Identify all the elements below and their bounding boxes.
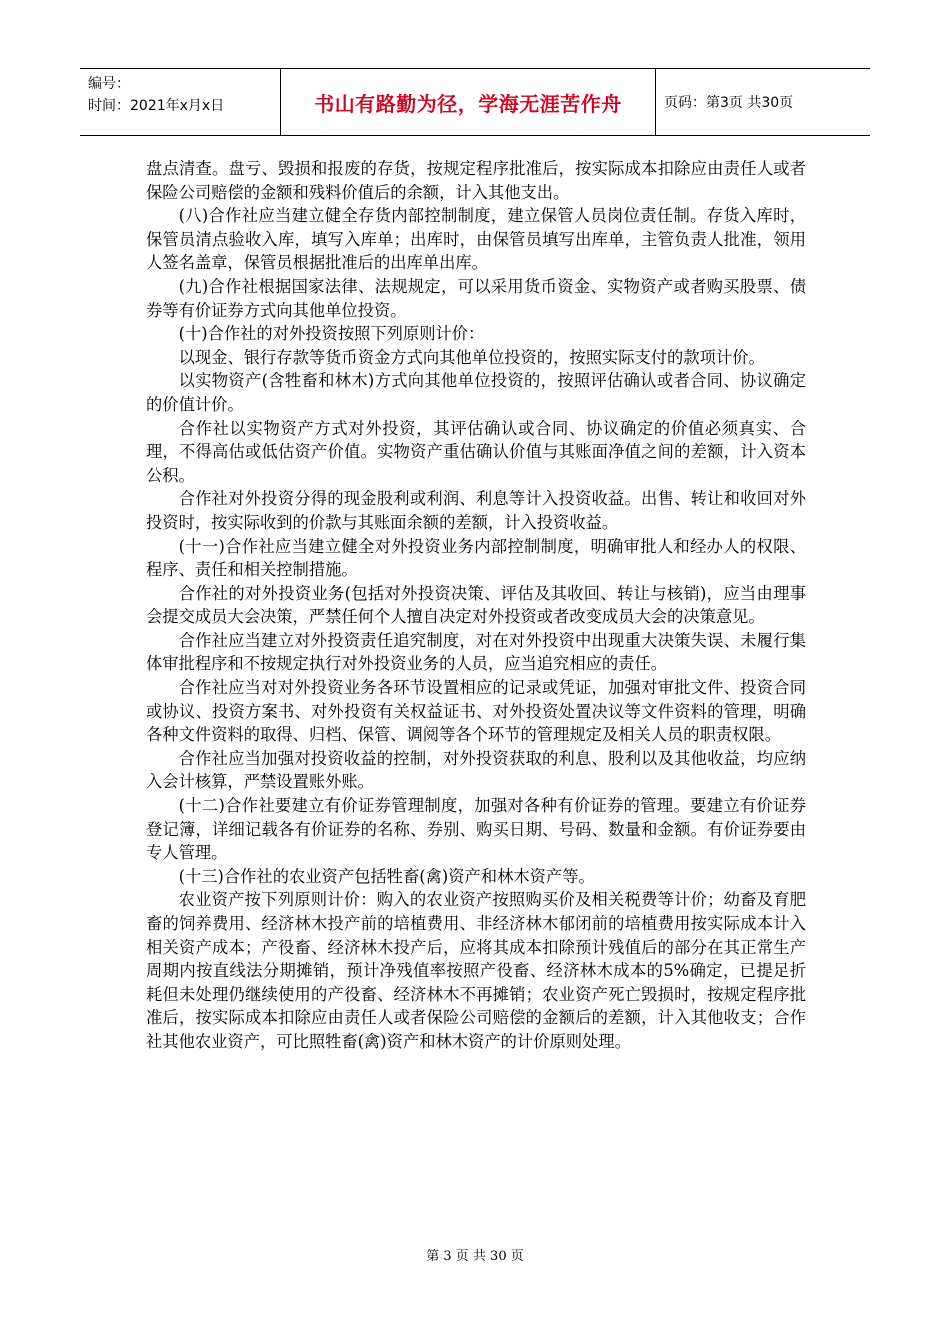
page-header (80, 68, 870, 136)
body-paragraph: (十三)合作社的农业资产包括牲畜(禽)资产和林木资产等。 (178, 866, 595, 886)
header-motto: 书山有路勤为径，学海无涯苦作舟 (280, 69, 656, 135)
page-footer: 第 3 页 共 30 页 (426, 1249, 524, 1264)
document-number-label: 编号： (88, 76, 130, 92)
body-paragraph: 合作社的对外投资业务(包括对外投资决策、评估及其收回、转让与核销)，应当由理事会提交成员大会决策，严禁任何个人擅自决定对外投资或者改变成员大会的决策意见。 (146, 583, 806, 627)
body-paragraph: (十)合作社的对外投资按照下列原则计价： (178, 324, 485, 344)
header-meta (80, 69, 280, 135)
body-paragraph: 合作社以实物资产方式对外投资，其评估确认或合同、协议确定的价值必须真实、合理，不得高估或低估资产价值。实物资产重估确认价值与其账面净值之间的差额，计入资本公积。 (146, 418, 806, 485)
document-body (146, 157, 806, 1054)
body-paragraph: 合作社应当建立对外投资责任追究制度，对在对外投资中出现重大决策失误、未履行集体审批程序和不按规定执行对外投资业务的人员，应当追究相应的责任。 (146, 630, 806, 674)
document-time-label: 时间：2021年x月x日 (88, 98, 225, 114)
body-paragraph: 合作社应当对对外投资业务各环节设置相应的记录或凭证，加强对审批文件、投资合同或协议、投资方案书、对外投资有关权益证书、对外投资处置决议等文件资料的管理，明确各种文件资料的取得、归档、保管、调阅等各个环节的管理规定及相关人员的职责权限。 (146, 678, 806, 745)
body-paragraph: (十二)合作社要建立有价证券管理制度，加强对各种有价证券的管理。要建立有价证券登记簿，详细记载各有价证券的名称、券别、购买日期、号码、数量和金额。有价证券要由专人管理。 (146, 796, 806, 863)
body-paragraph: 农业资产按下列原则计价：购入的农业资产按照购买价及相关税费等计价；幼畜及育肥畜的饲养费用、经济林木投产前的培植费用、非经济林木郁闭前的培植费用按实际成本计入相关资产成本；产役畜、经济林木投产后，应将其成本扣除预计残值后的部分在其正常生产周期内按直线法分期摊销，预计净残值率按照产役畜、经济林木成本的5%确定，已提足折耗但未处理仍继续使用的产役畜、经济林木不再摊销；农业资产死亡毁损时，按规定程序批准后，按实际成本扣除应由责任人或者保险公司赔偿的金额后的差额，计入其他收支；合作社其他农业资产，可比照牲畜(禽)资产和林木资产的计价原则处理。 (146, 890, 806, 1051)
body-paragraph: (九)合作社根据国家法律、法规规定，可以采用货币资金、实物资产或者购买股票、债券等有价证券方式向其他单位投资。 (146, 276, 806, 320)
body-paragraph: (十一)合作社应当建立健全对外投资业务内部控制制度，明确审批人和经办人的权限、程序、责任和相关控制措施。 (146, 536, 806, 580)
body-paragraph: 合作社应当加强对投资收益的控制，对外投资获取的利息、股利以及其他收益，均应纳入会计核算，严禁设置账外账。 (146, 748, 806, 792)
body-paragraph: (八)合作社应当建立健全存货内部控制制度，建立保管人员岗位责任制。存货入库时，保管员清点验收入库，填写入库单；出库时，由保管员填写出库单，主管负责人批准，领用人签名盖章，保管员根据批准后的出库单出库。 (146, 206, 806, 273)
body-paragraph: 盘点清查。盘亏、毁损和报废的存货，按规定程序批准后，按实际成本扣除应由责任人或者保险公司赔偿的金额和残料价值后的余额，计入其他支出。 (146, 159, 806, 202)
body-paragraph: 以现金、银行存款等货币资金方式向其他单位投资的，按照实际支付的款项计价。 (178, 347, 765, 367)
header-page-info: 页码：第3页 共30页 (664, 95, 794, 111)
body-paragraph: 以实物资产(含牲畜和林木)方式向其他单位投资的，按照评估确认或者合同、协议确定的价值计价。 (146, 371, 806, 414)
body-paragraph: 合作社对外投资分得的现金股利或利润、利息等计入投资收益。出售、转让和收回对外投资时，按实际收到的价款与其账面余额的差额，计入投资收益。 (146, 489, 806, 532)
